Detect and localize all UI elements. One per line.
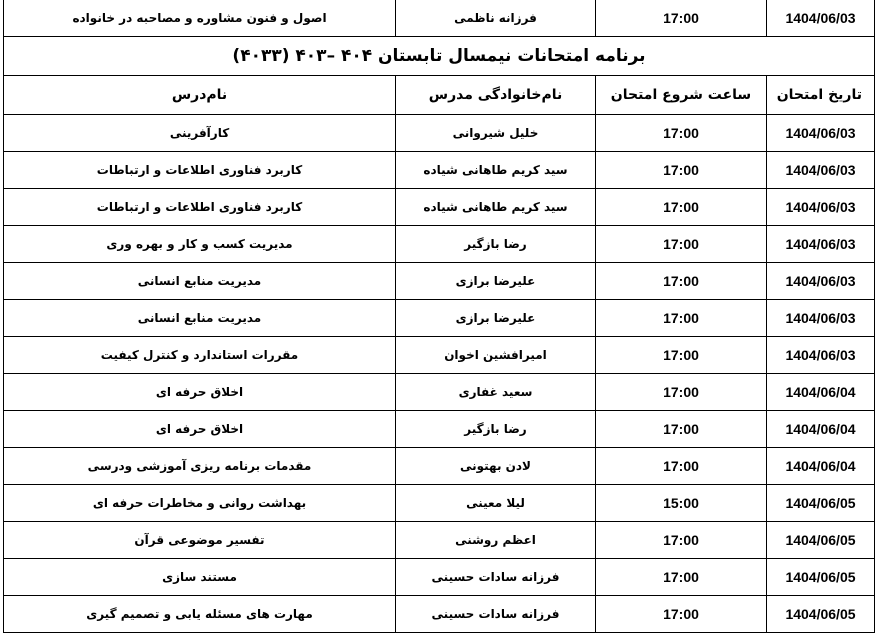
course-name: مقررات استاندارد و کنترل کیفیت: [4, 337, 396, 374]
exam-date: 1404/06/03: [767, 300, 875, 337]
exam-schedule-table: [3, 0, 875, 633]
exam-time: 17:00: [596, 300, 767, 337]
teacher-name: سعید غفاری: [396, 374, 596, 411]
title-row: [4, 37, 875, 76]
exam-date: 1404/06/03: [767, 226, 875, 263]
exam-time: 17:00: [596, 448, 767, 485]
table-row: [4, 559, 875, 596]
teacher-name: رضا بازگیر: [396, 226, 596, 263]
exam-time: 17:00: [596, 226, 767, 263]
teacher-name: علیرضا برازی: [396, 263, 596, 300]
table-row: [4, 337, 875, 374]
table-row: [4, 485, 875, 522]
table-row: [4, 411, 875, 448]
exam-date: 1404/06/04: [767, 448, 875, 485]
table-row: [4, 374, 875, 411]
teacher-name: لیلا معینی: [396, 485, 596, 522]
table-row: [4, 263, 875, 300]
course-name: اخلاق حرفه ای: [4, 374, 396, 411]
teacher-name: فرزانه ناظمی: [396, 0, 596, 37]
exam-time: 17:00: [596, 522, 767, 559]
exam-date: 1404/06/03: [767, 189, 875, 226]
table-row: [4, 189, 875, 226]
teacher-name: فرزانه سادات حسینی: [396, 559, 596, 596]
teacher-name: امیرافشین اخوان: [396, 337, 596, 374]
table-row: [4, 522, 875, 559]
exam-date: 1404/06/04: [767, 411, 875, 448]
exam-date: 1404/06/03: [767, 263, 875, 300]
teacher-name: فرزانه سادات حسینی: [396, 596, 596, 633]
exam-date: 1404/06/04: [767, 374, 875, 411]
exam-time: 17:00: [596, 0, 767, 37]
course-name: اخلاق حرفه ای: [4, 411, 396, 448]
course-name: بهداشت روانی و مخاطرات حرفه ای: [4, 485, 396, 522]
exam-time: 17:00: [596, 115, 767, 152]
exam-date: 1404/06/05: [767, 522, 875, 559]
exam-date: 1404/06/03: [767, 337, 875, 374]
schedule-title: برنامه امتحانات نیمسال تابستان ۴۰۴ –۴۰۳ (۴۰۳۳): [4, 37, 875, 76]
exam-date: 1404/06/03: [767, 152, 875, 189]
exam-time: 17:00: [596, 337, 767, 374]
course-name: کارآفرینی: [4, 115, 396, 152]
exam-time: 17:00: [596, 411, 767, 448]
teacher-name: خلیل شیروانی: [396, 115, 596, 152]
course-name: مدیریت منابع انسانی: [4, 300, 396, 337]
exam-time: 17:00: [596, 596, 767, 633]
table-row: [4, 152, 875, 189]
teacher-name: لادن بهتونی: [396, 448, 596, 485]
column-header-date: تاریخ امتحان: [767, 76, 875, 115]
exam-time: 17:00: [596, 559, 767, 596]
course-name: تفسیر موضوعی قرآن: [4, 522, 396, 559]
column-header-time: ساعت شروع امتحان: [596, 76, 767, 115]
teacher-name: سید کریم طاهانی شیاده: [396, 152, 596, 189]
table-row: [4, 596, 875, 633]
header-row: [4, 76, 875, 115]
exam-time: 17:00: [596, 374, 767, 411]
exam-time: 15:00: [596, 485, 767, 522]
table-row: [4, 226, 875, 263]
exam-date: 1404/06/03: [767, 115, 875, 152]
exam-date: 1404/06/03: [767, 0, 875, 37]
course-name: کاربرد فناوری اطلاعات و ارتباطات: [4, 189, 396, 226]
table-row: [4, 115, 875, 152]
table-row: [4, 300, 875, 337]
column-header-course: نام‌درس: [4, 76, 396, 115]
course-name: کاربرد فناوری اطلاعات و ارتباطات: [4, 152, 396, 189]
teacher-name: سید کریم طاهانی شیاده: [396, 189, 596, 226]
course-name: مستند سازی: [4, 559, 396, 596]
exam-date: 1404/06/05: [767, 596, 875, 633]
course-name: مقدمات برنامه ریزی آموزشی ودرسی: [4, 448, 396, 485]
teacher-name: اعظم روشنی: [396, 522, 596, 559]
exam-date: 1404/06/05: [767, 485, 875, 522]
course-name: مدیریت کسب و کار و بهره وری: [4, 226, 396, 263]
exam-time: 17:00: [596, 152, 767, 189]
column-header-teacher: نام‌خانوادگی مدرس: [396, 76, 596, 115]
exam-time: 17:00: [596, 189, 767, 226]
table-row: [4, 448, 875, 485]
teacher-name: رضا بازگیر: [396, 411, 596, 448]
table-row: [4, 0, 875, 37]
course-name: مدیریت منابع انسانی: [4, 263, 396, 300]
course-name: مهارت های مسئله یابی و تصمیم گیری: [4, 596, 396, 633]
exam-time: 17:00: [596, 263, 767, 300]
teacher-name: علیرضا برازی: [396, 300, 596, 337]
exam-date: 1404/06/05: [767, 559, 875, 596]
course-name: اصول و فنون مشاوره و مصاحبه در خانواده: [4, 0, 396, 37]
